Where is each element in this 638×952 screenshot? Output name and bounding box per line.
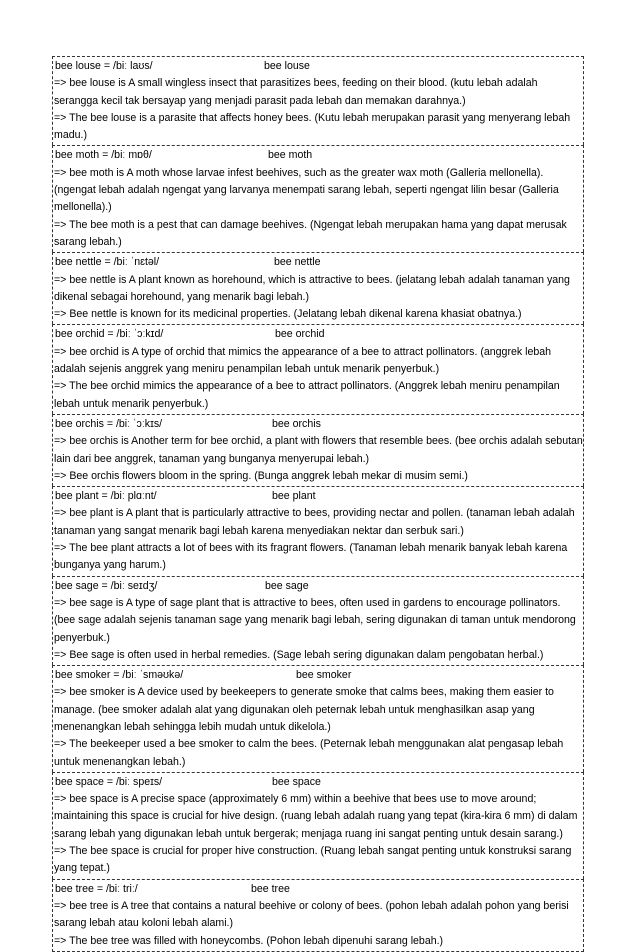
glossary-entry bbox=[52, 665, 584, 772]
entry-term: bee louse bbox=[264, 60, 310, 72]
glossary-entry bbox=[52, 252, 584, 324]
entry-example: => The beekeeper used a bee smoker to calm the bees. (Peternak lebah menggunakan alat pengasap lebah untuk menenangkan lebah.) bbox=[54, 738, 564, 768]
entry-example: => The bee orchid mimics the appearance of a bee to attract pollinators. (Anggrek lebah meniru penampilan lebah untuk menarik penyerbuk.) bbox=[54, 380, 560, 410]
glossary-entry bbox=[52, 772, 584, 879]
entry-pronunciation: bee tree = /biː triː/ bbox=[55, 882, 138, 895]
entry-term: bee plant bbox=[272, 490, 316, 503]
glossary-entry bbox=[52, 414, 584, 486]
entry-pronunciation: bee louse = /biː laʊs/ bbox=[55, 60, 153, 72]
entry-definition: => bee smoker is A device used by beekeepers to generate smoke that calms bees, making them easier to manage. (bee smoker adalah alat yang digunakan oleh peternak lebah untuk menghasilkan asap yang menenangkan lebah sehingga lebih mudah untuk dikelola.) bbox=[54, 686, 554, 733]
entry-headline bbox=[54, 774, 583, 791]
glossary-list bbox=[52, 56, 584, 952]
entry-definition: => bee space is A precise space (approximately 6 mm) within a beehive that bees use to move around; maintaining this space is crucial for hive design. (ruang lebah adalah ruang yang tepat (kira-kira 6 mm) di dalam sarang lebah yang digunakan lebah untuk bergerak; menjaga ruang ini sangat penting untuk desain sarang.) bbox=[54, 793, 578, 840]
entry-pronunciation: bee moth = /biː mɒθ/ bbox=[55, 149, 152, 162]
entry-pronunciation: bee space = /biː speɪs/ bbox=[55, 775, 163, 788]
entry-example: => The bee tree was filled with honeycombs. (Pohon lebah dipenuhi sarang lebah.) bbox=[54, 934, 444, 947]
entry-example: => Bee orchis flowers bloom in the spring. (Bunga anggrek lebah mekar di musim semi.) bbox=[54, 469, 468, 482]
entry-headline bbox=[54, 147, 583, 164]
entry-example: => Bee nettle is known for its medicinal properties. (Jelatang lebah dikenal karena khasiat obatnya.) bbox=[54, 308, 522, 321]
entry-definition: => bee orchis is Another term for bee orchid, a plant with flowers that resemble bees. (bee orchis adalah sebutan lain dari bee anggrek, tanaman yang bunganya menyerupai lebah.) bbox=[54, 435, 583, 465]
entry-example: => The bee plant attracts a lot of bees with its fragrant flowers. (Tanaman lebah menarik banyak lebah karena bunganya yang harum.) bbox=[54, 542, 568, 572]
glossary-entry bbox=[52, 879, 584, 952]
entry-term: bee space bbox=[272, 775, 321, 788]
entry-term: bee tree bbox=[251, 882, 290, 895]
entry-pronunciation: bee plant = /biː plɑːnt/ bbox=[55, 490, 157, 503]
entry-term: bee moth bbox=[268, 149, 313, 162]
entry-definition: => bee plant is A plant that is particularly attractive to bees, providing nectar and pollen. (tanaman lebah adalah tanaman yang sangat menarik bagi lebah karena menyediakan nektar dan serbuk sari.) bbox=[54, 507, 575, 537]
entry-headline bbox=[54, 254, 583, 271]
entry-definition: => bee orchid is A type of orchid that mimics the appearance of a bee to attract pollinators. (anggrek lebah adalah sejenis anggrek yang meniru penampilan lebah untuk menarik penyerbuk.) bbox=[54, 345, 552, 376]
entry-definition: => bee tree is A tree that contains a natural beehive or colony of bees. (pohon lebah adalah pohon yang berisi sarang lebah atau koloni lebah alami.) bbox=[54, 899, 569, 930]
entry-pronunciation: bee orchid = /biː ˈɔːkɪd/ bbox=[55, 328, 164, 341]
glossary-entry bbox=[52, 145, 584, 252]
entry-headline bbox=[54, 58, 583, 75]
entry-term: bee sage bbox=[265, 579, 309, 592]
entry-example: => The bee moth is a pest that can damage beehives. (Ngengat lebah merupakan hama yang dapat merusak sarang lebah.) bbox=[54, 218, 567, 248]
entry-term: bee orchid bbox=[275, 328, 325, 341]
entry-example: => Bee sage is often used in herbal remedies. (Sage lebah sering digunakan dalam pengobatan herbal.) bbox=[54, 648, 544, 661]
entry-definition: => bee louse is A small wingless insect that parasitizes bees, feeding on their blood. (kutu lebah adalah serangga kecil tak bersayap yang menjadi parasit pada lebah dan memakan darahnya.) bbox=[54, 77, 538, 107]
entry-pronunciation: bee sage = /biː seɪdʒ/ bbox=[55, 579, 158, 592]
glossary-entry bbox=[52, 576, 584, 665]
entry-definition: => bee moth is A moth whose larvae infest beehives, such as the greater wax moth (Galleria mellonella). (ngengat lebah adalah ngengat yang larvanya menempati sarang lebah, seperti ngengat lilin besar (Galleria mellonella).) bbox=[54, 166, 559, 214]
entry-headline bbox=[54, 667, 583, 684]
entry-example: => The bee space is crucial for proper hive construction. (Ruang lebah sangat penting untuk konstruksi sarang yang tepat.) bbox=[54, 845, 572, 875]
glossary-entry bbox=[52, 324, 584, 413]
entry-pronunciation: bee orchis = /biː ˈɔːkɪs/ bbox=[55, 417, 163, 430]
entry-headline bbox=[54, 488, 583, 505]
entry-headline bbox=[54, 416, 583, 433]
entry-example: => The bee louse is a parasite that affects honey bees. (Kutu lebah merupakan parasit yang menyerang lebah madu.) bbox=[54, 111, 571, 142]
entry-term: bee orchis bbox=[272, 417, 321, 430]
entry-definition: => bee nettle is A plant known as horehound, which is attractive to bees. (jelatang lebah adalah tanaman yang dikenal sebagai horehound, yang menarik bagi lebah.) bbox=[54, 273, 570, 303]
glossary-entry bbox=[52, 56, 584, 145]
entry-pronunciation: bee nettle = /biː ˈnɛtəl/ bbox=[55, 256, 160, 269]
glossary-entry bbox=[52, 486, 584, 575]
entry-term: bee nettle bbox=[274, 256, 321, 269]
entry-pronunciation: bee smoker = /biː ˈsməʊkə/ bbox=[55, 669, 184, 682]
entry-term: bee smoker bbox=[296, 669, 352, 682]
entry-definition: => bee sage is A type of sage plant that is attractive to bees, often used in gardens to encourage pollinators. (bee sage adalah sejenis tanaman sage yang menarik bagi lebah, sering digunakan di taman untuk mendorong penyerbuk.) bbox=[54, 596, 576, 644]
entry-headline bbox=[54, 578, 583, 595]
entry-headline bbox=[54, 881, 583, 898]
entry-headline bbox=[54, 326, 583, 343]
